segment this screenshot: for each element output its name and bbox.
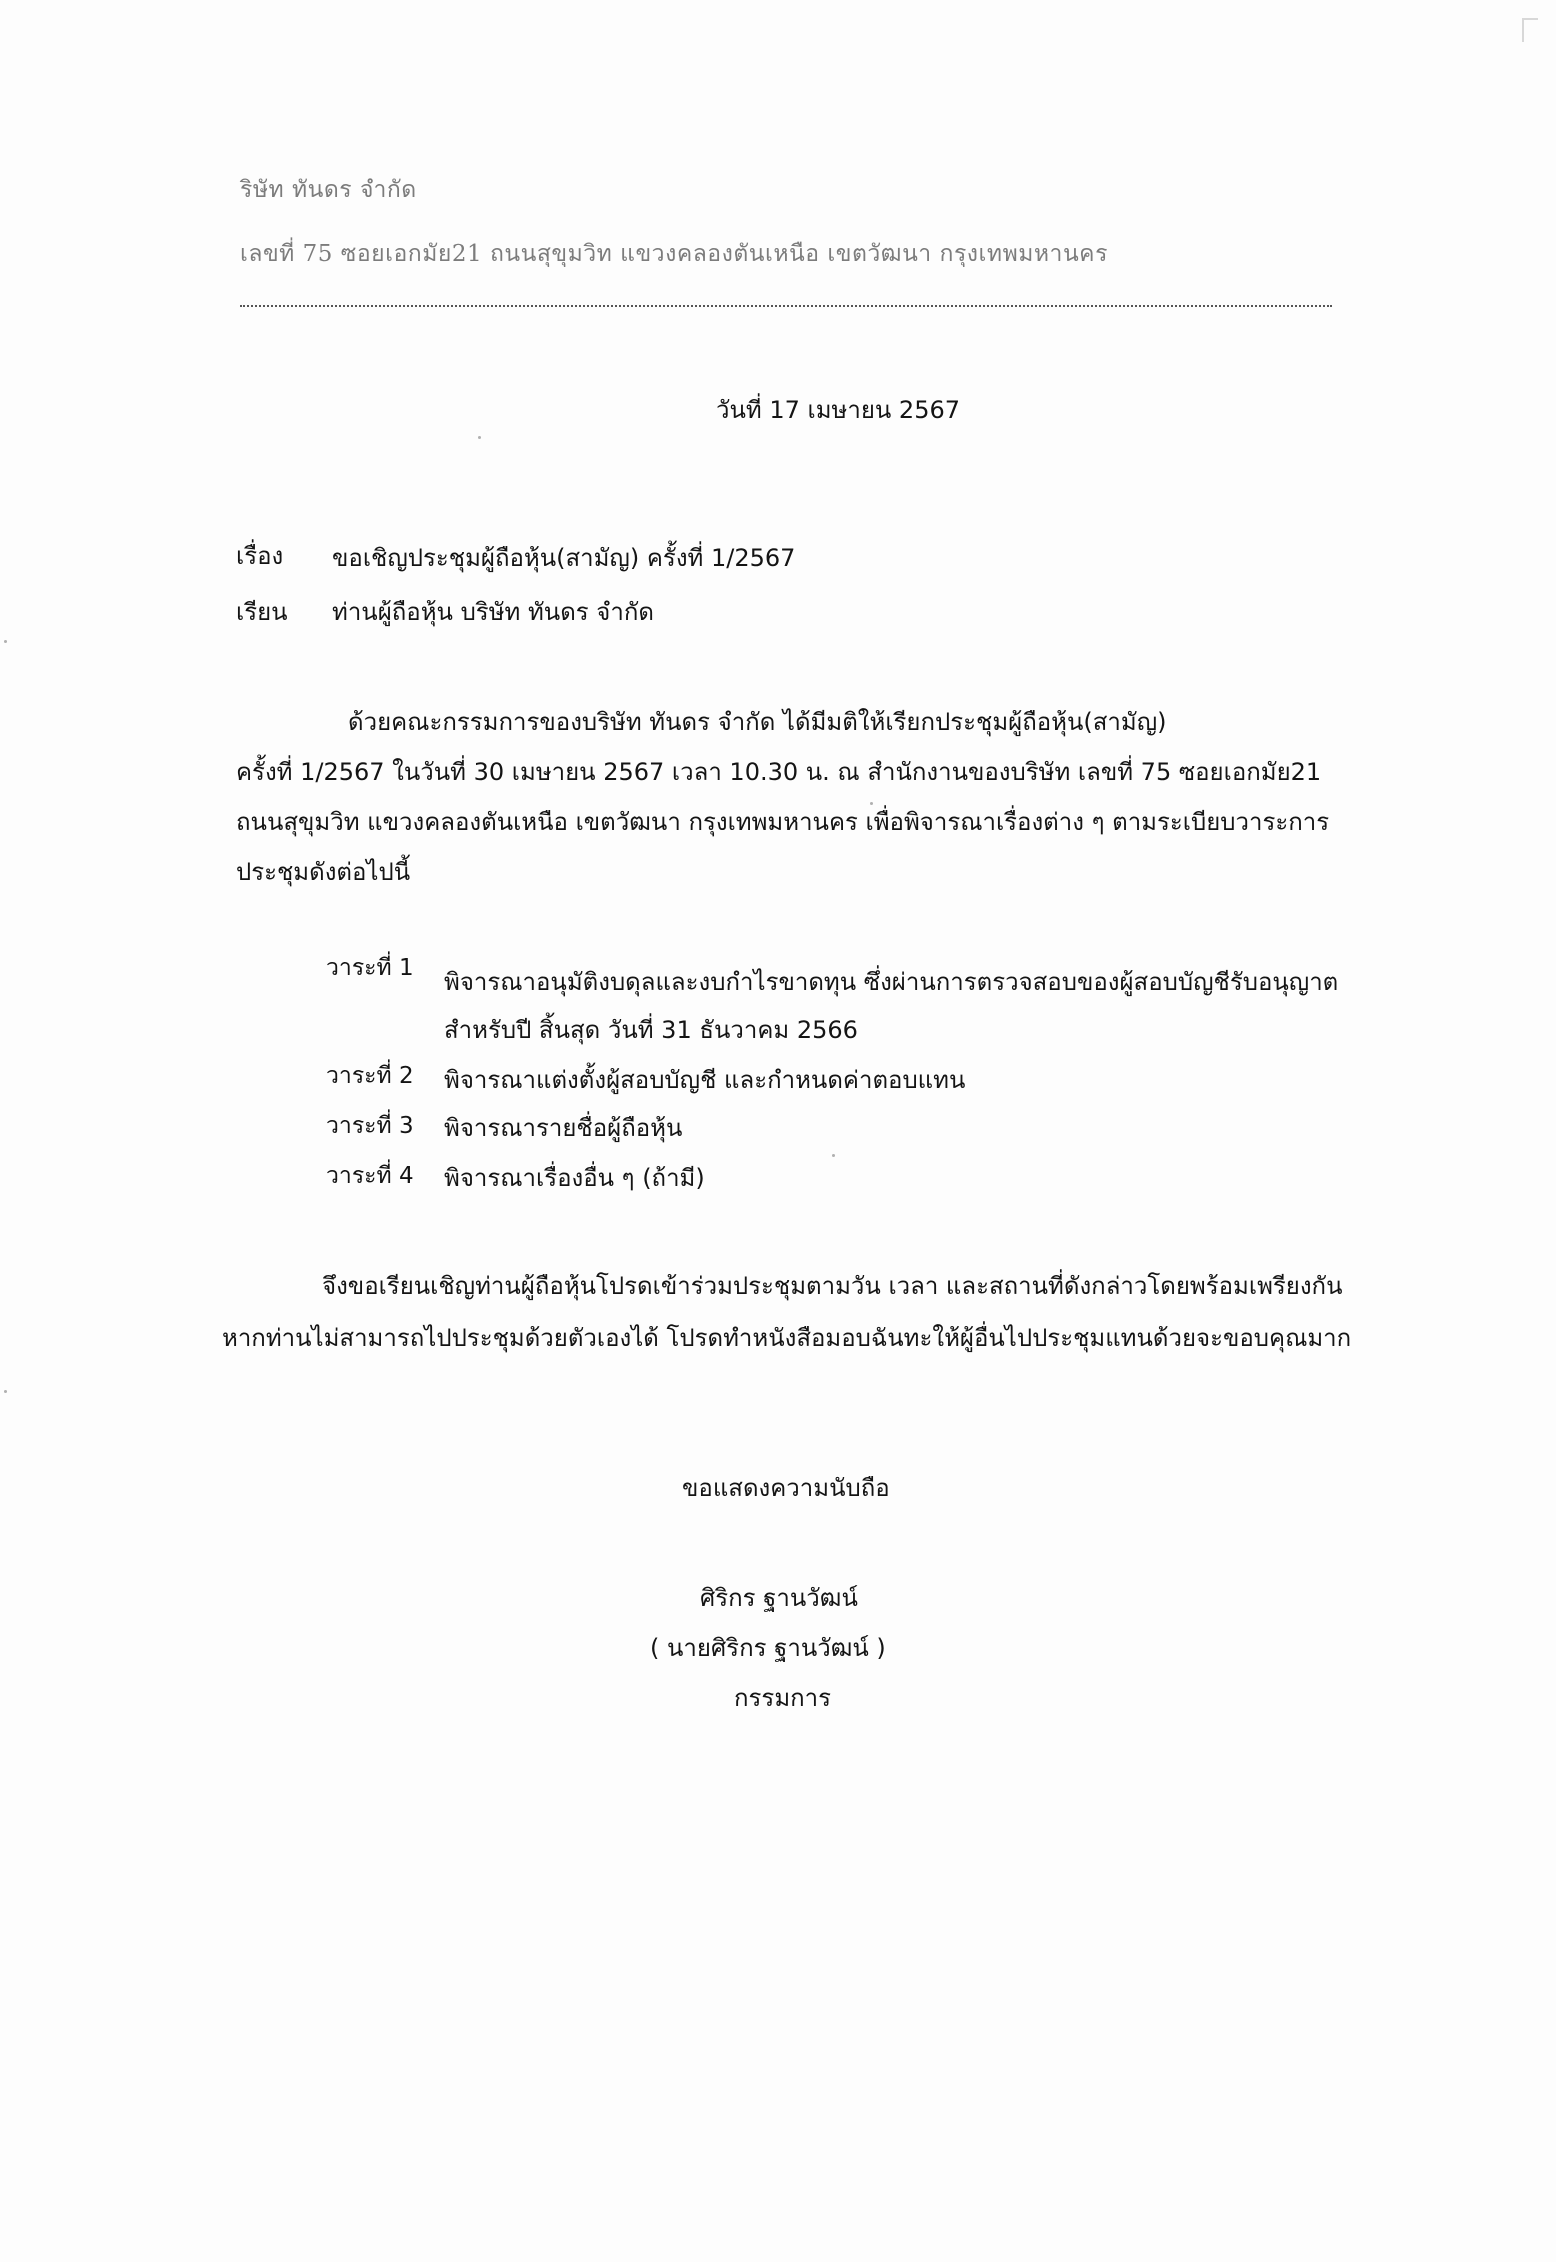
- signer-position: กรรมการ: [734, 1684, 832, 1712]
- closing-line-2: หากท่านไม่สามารถไปประชุมด้วยตัวเองได้ โปรดทำหนังสือมอบฉันทะให้ผู้อื่นไปประชุมแทนด้วยจะขอบคุณมาก: [222, 1324, 1352, 1352]
- scan-corner-mark: [1522, 18, 1538, 42]
- closing-salutation: ขอแสดงความนับถือ: [682, 1474, 890, 1502]
- scan-speck: [4, 1390, 7, 1393]
- recipient-label: เรียน: [236, 598, 288, 626]
- agenda-1-line1: พิจารณาอนุมัติงบดุลและงบกำไรขาดทุน ซึ่งผ่านการตรวจสอบของผู้สอบบัญชีรับอนุญาต: [444, 968, 1339, 996]
- signed-name: ศิริกร ฐานวัฒน์: [700, 1584, 858, 1612]
- intro-line-3: ถนนสุขุมวิท แขวงคลองตันเหนือ เขตวัฒนา กรุงเทพมหานคร เพื่อพิจารณาเรื่องต่าง ๆ ตามระเบียบวาระการ: [236, 808, 1330, 836]
- agenda-4-line1: พิจารณาเรื่องอื่น ๆ (ถ้ามี): [444, 1164, 705, 1192]
- intro-line-1: ด้วยคณะกรรมการของบริษัท ทันดร จำกัด ได้มีมติให้เรียกประชุมผู้ถือหุ้น(สามัญ): [348, 708, 1167, 736]
- intro-line-2: ครั้งที่ 1/2567 ในวันที่ 30 เมษายน 2567 เวลา 10.30 น. ณ สำนักงานของบริษัท เลขที่ 75 ซอยเอกมัย21: [236, 758, 1322, 786]
- agenda-3-line1: พิจารณารายชื่อผู้ถือหุ้น: [444, 1114, 683, 1142]
- scan-speck: [870, 802, 873, 805]
- agenda-4-label: วาระที่ 4: [326, 1163, 414, 1189]
- letterhead-divider: [240, 305, 1332, 307]
- recipient-text: ท่านผู้ถือหุ้น บริษัท ทันดร จำกัด: [332, 598, 654, 626]
- letter-date: วันที่ 17 เมษายน 2567: [716, 396, 960, 424]
- subject-text: ขอเชิญประชุมผู้ถือหุ้น(สามัญ) ครั้งที่ 1/2567: [332, 544, 796, 572]
- letterhead-company: ริษัท ทันดร จำกัด: [240, 177, 417, 203]
- scan-speck: [832, 1154, 835, 1157]
- agenda-1-label: วาระที่ 1: [326, 955, 414, 981]
- scan-speck: [478, 436, 481, 439]
- scan-speck: [4, 640, 7, 643]
- intro-line-4: ประชุมดังต่อไปนี้: [236, 858, 411, 886]
- agenda-3-label: วาระที่ 3: [326, 1113, 414, 1139]
- closing-line-1: จึงขอเรียนเชิญท่านผู้ถือหุ้นโปรดเข้าร่วมประชุมตามวัน เวลา และสถานที่ดังกล่าวโดยพร้อมเพรียงกัน: [322, 1272, 1343, 1300]
- agenda-1-line2: สำหรับปี สิ้นสุด วันที่ 31 ธันวาคม 2566: [444, 1016, 858, 1044]
- subject-label: เรื่อง: [236, 542, 284, 570]
- agenda-2-label: วาระที่ 2: [326, 1063, 414, 1089]
- agenda-2-line1: พิจารณาแต่งตั้งผู้สอบบัญชี และกำหนดค่าตอบแทน: [444, 1066, 966, 1094]
- letterhead-address: เลขที่ 75 ซอยเอกมัย21 ถนนสุขุมวิท แขวงคลองตันเหนือ เขตวัฒนา กรุงเทพมหานคร: [240, 241, 1108, 267]
- signer-full-name: ( นายศิริกร ฐานวัฒน์ ): [650, 1634, 886, 1662]
